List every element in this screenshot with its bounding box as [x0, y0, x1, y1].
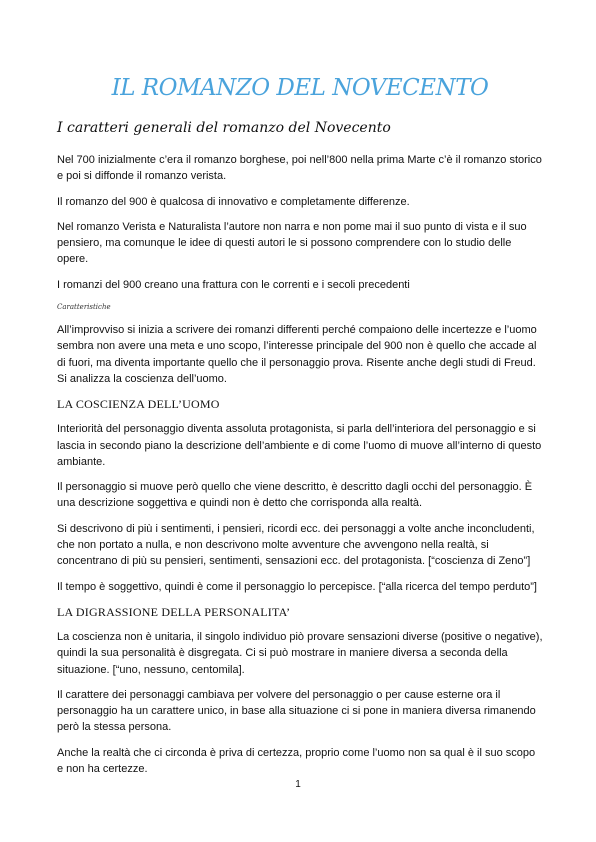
- paragraph: Interiorità del personaggio diventa assoluta protagonista, si parla dell’interiora del personaggio e si lascia in secondo piano la descrizione dell’ambiente e di come l’uomo di muove all’interno di questo ambiante.: [57, 423, 542, 468]
- paragraph: Il personaggio si muove però quello che viene descritto, è descritto dagli occhi del personaggio. È una descrizione soggettiva e quindi non è detto che corrisponda alla realtà.: [57, 481, 533, 510]
- document-content: [57, 72, 543, 786]
- section-heading: LA COSCIENZA DELL’UOMO: [57, 397, 220, 412]
- characteristics-heading: Caratteristiche: [57, 303, 111, 312]
- section-heading: LA DIGRASSIONE DELLA PERSONALITA’: [57, 604, 291, 619]
- paragraph: All’improvviso si inizia a scrivere dei romanzi differenti perché compaiono delle incertezze e l’uomo sembra non avere una meta e uno scopo, l’interesse principale del 900 non è quello che accade al di fuori, ma diventa importante quello che il personaggio prova. Risente anche degli studi di Freud. Si analizza la coscienza dell’uomo.: [57, 324, 537, 385]
- document-subtitle: I caratteri generali del romanzo del Novecento: [57, 120, 391, 136]
- paragraph: Il tempo è soggettivo, quindi è come il personaggio lo percepisce. [“alla ricerca del tempo perduto”]: [57, 580, 537, 593]
- paragraph: Si descrivono di più i sentimenti, i pensieri, ricordi ecc. dei personaggi a volte anche inconcludenti, che non portato a nulla, e non descrivono molte avventure che avvengono nella realtà, si concentrano di più su pensieri, sentimenti, sensazioni ecc. del protagonista. [“coscienza di Zeno”]: [57, 522, 535, 568]
- paragraph: Il romanzo del 900 è qualcosa di innovativo e completamente differenze.: [57, 195, 410, 208]
- paragraph: Anche la realtà che ci circonda è priva di certezza, proprio come l’uomo non sa qual è il suo scopo e non ha certezze.: [57, 746, 536, 776]
- document-title: IL ROMANZO DEL NOVECENTO: [111, 75, 489, 101]
- paragraph: Il carattere dei personaggi cambiava per volvere del personaggio o per cause esterne ora il personaggio ha un carattere unico, in base alla situazione ci si pone in maniera diversa rimanendo però la stessa persona.: [57, 688, 536, 734]
- page-number: 1: [295, 779, 301, 790]
- paragraph: I romanzi del 900 creano una frattura con le correnti e i secoli precedenti: [57, 278, 410, 291]
- paragraph: Nel 700 inizialmente c’era il romanzo borghese, poi nell’800 nella prima Marte c’è il romanzo storico e poi si diffonde il romanzo verista.: [57, 154, 542, 183]
- paragraph: La coscienza non è unitaria, il singolo individuo piò provare sensazioni diverse (positive o negative), quindi la sua personalità è disgregata. Ci si può mostrare in maniere diversa a seconda della situazione. [“uno, nessuno, centomila].: [57, 630, 543, 676]
- paragraph: Nel romanzo Verista e Naturalista l’autore non narra e non pome mai il suo punto di vista e il suo pensiero, ma comunque le idee di questi autori le si possono comprendere con lo studio delle opere.: [57, 220, 527, 266]
